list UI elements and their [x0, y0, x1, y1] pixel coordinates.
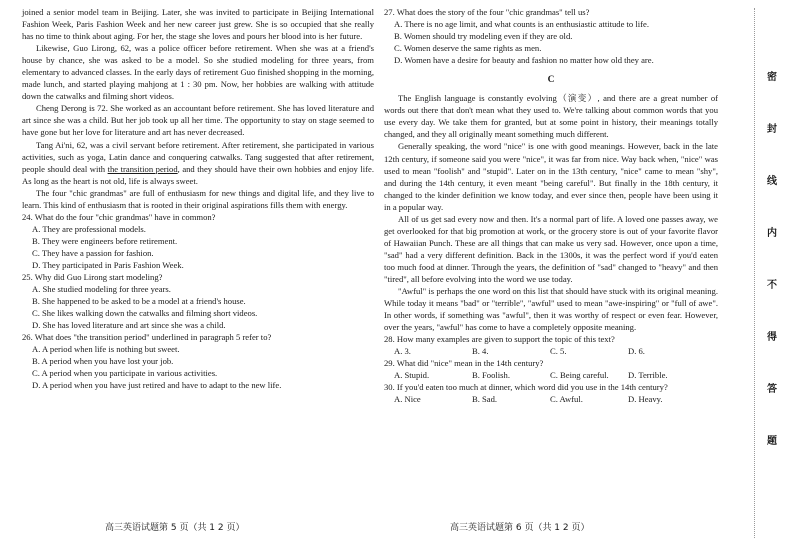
option: B. Sad.	[472, 394, 498, 405]
question-24: 24. What do the four "chic grandmas" have in common?	[22, 211, 216, 222]
seal-char: 封	[767, 124, 777, 135]
option: A. A period when life is nothing but sweet.	[32, 344, 180, 355]
option: C. A period when you participate in various activities.	[32, 368, 218, 379]
option: B. They were engineers before retirement.	[32, 235, 178, 246]
paragraph: Cheng Derong is 72. She worked as an accountant before retirement. She has loved literature and art since she was a child. But her job took up all her time. The opportunity to stay on stage seemed to have gone but her love for literature and art has never decreased.	[22, 103, 374, 138]
option: B. Foolish.	[472, 370, 510, 381]
option: A. There is no age limit, and what counts is an enthusiastic attitude to life.	[394, 19, 649, 30]
page-footer: 高三英语试题第 5 页（共 1 2 页）	[105, 523, 245, 533]
option: A. She studied modeling for three years.	[32, 284, 171, 295]
seal-char: 密	[767, 72, 777, 83]
option: B. She happened to be asked to be a model at a friend's house.	[32, 296, 246, 307]
option: A. 3.	[394, 346, 411, 357]
option: A. They are professional models.	[32, 223, 146, 234]
option: C. She likes walking down the catwalks and filming short videos.	[32, 308, 258, 319]
option: D. They participated in Paris Fashion Week.	[32, 259, 184, 270]
seal-char: 得	[767, 332, 777, 343]
option: D. Terrible.	[628, 370, 668, 381]
option: A. Stupid.	[394, 370, 430, 381]
seal-char: 题	[767, 436, 777, 447]
paragraph: All of us get sad every now and then. It's a normal part of life. A loved one passes away, we get overlooked for that big promotion at work, or the grocery store is out of your favorite flavor of Hawaiian Punch. These are all things that can make us very sad. However, once upon a time, "sad" had a very different definition. Back in the 1300s, it was the perfect word if you'd eaten too much food at dinner. Through the years, the definition of "sad" changed to "heavy" and then "tired", all before evolving into the word we use today.	[384, 213, 718, 284]
option: C. 5.	[550, 346, 567, 357]
paragraph: The English language is constantly evolving（演变）, and there are a great number of words out there that don't mean what they used to. We're talking about common words that you use every day. We take them for granted, but at some point in history, their meanings totally changed, and they all originally meant something much different.	[384, 93, 718, 140]
seal-char: 内	[767, 228, 777, 239]
option: C. Being careful.	[550, 370, 609, 381]
paragraph: The four "chic grandmas" are full of enthusiasm for new things and digital life, and they live to learn. This kind of enthusiasm that is rooted in their original aspirations fills them with energy.	[22, 187, 374, 210]
options-row	[394, 393, 718, 405]
seal-line-notice	[762, 68, 782, 448]
page-footer: 高三英语试题第 6 页（共 1 2 页）	[450, 523, 590, 533]
option: D. A period when you have just retired and have to adapt to the new life.	[32, 380, 282, 391]
seal-char: 不	[767, 280, 777, 291]
question-25: 25. Why did Guo Lirong start modeling?	[22, 272, 163, 283]
seal-char: 答	[767, 384, 777, 395]
options-row	[394, 345, 718, 357]
option: C. Awful.	[550, 394, 583, 405]
left-column	[22, 6, 374, 392]
question-29: 29. What did "nice" mean in the 14th century?	[384, 358, 544, 369]
seal-char: 线	[767, 176, 777, 187]
option: D. 6.	[628, 346, 645, 357]
section-title: C	[547, 75, 555, 86]
options-row	[394, 369, 718, 381]
option: D. Heavy.	[628, 394, 663, 405]
option: C. They have a passion for fashion.	[32, 247, 154, 258]
question-26: 26. What does "the transition period" underlined in paragraph 5 refer to?	[22, 332, 272, 343]
option: B. A period when you have lost your job.	[32, 356, 174, 367]
option: A. Nice	[394, 394, 421, 405]
underlined-phrase: the transition period	[107, 163, 178, 174]
option: D. Women have a desire for beauty and fashion no matter how old they are.	[394, 55, 654, 66]
paragraph: Generally speaking, the word "nice" is one with good meanings. However, back in the late 12th century, if someone said you were "nice", it was far from nice. Way back when, "nice" was used to mean "foolish" and "stupid". Later on in the 13th century, "nice" came to mean "shy", and during the 14th century, it even meant "being careful". But finally in the 18th century, it changed to the kinder definition we know today, and ever since then, people have been using it in a popular way.	[384, 141, 718, 212]
text-span: , and they should have their own hobbies and enjoy life. As long as the heart is not old, life is always sweet.	[22, 163, 374, 186]
option: B. Women should try modeling even if they are old.	[394, 31, 573, 42]
paragraph: joined a senior model team in Beijing. Later, she was invited to participate in Beijing International Fashion Week, Paris Fashion Week and her new career just grew. She is so occupied that she really has no time to think about aging. For her, the stage she loves and pours her blood into is her future.	[22, 7, 374, 42]
paragraph	[22, 139, 374, 187]
option: B. 4.	[472, 346, 489, 357]
question-30: 30. If you'd eaten too much at dinner, which word did you use in the 14th century?	[384, 382, 668, 393]
question-28: 28. How many examples are given to support the topic of this text?	[384, 334, 615, 345]
seal-line	[754, 8, 755, 538]
right-column	[384, 6, 718, 406]
option: C. Women deserve the same rights as men.	[394, 43, 542, 54]
paragraph: "Awful" is perhaps the one word on this list that should have stuck with its original meaning. While today it means "bad" or "terrible", "awful" used to mean "awe-inspiring" or "full of awe". In other words, if something was "awful", then it was worthy of respect or even fear. However, over the years, "awful" has come to have a completely opposite meaning.	[384, 286, 718, 333]
question-27: 27. What does the story of the four "chic grandmas" tell us?	[384, 7, 590, 17]
paragraph: Likewise, Guo Lirong, 62, was a police officer before retirement. When she was at a friend's house by chance, she was asked to be a model. So she studied modeling for three years, from elementary to advanced classes. In the early days of retirement Guo finished shopping in the morning, made lunch, and started playing mahjong at 1 : 30 pm. Now, her hobbies are walking with attitude down the catwalks and filming short videos.	[22, 43, 374, 102]
option: D. She has loved literature and art since she was a child.	[32, 320, 226, 331]
text-span: Tang Ai'ni, 62, was a civil servant before retirement. After retirement, she participated in various activities, such as yoga, Latin dance and conquering catwalks. Tang suggested that after retirement, people should deal with	[22, 139, 374, 174]
